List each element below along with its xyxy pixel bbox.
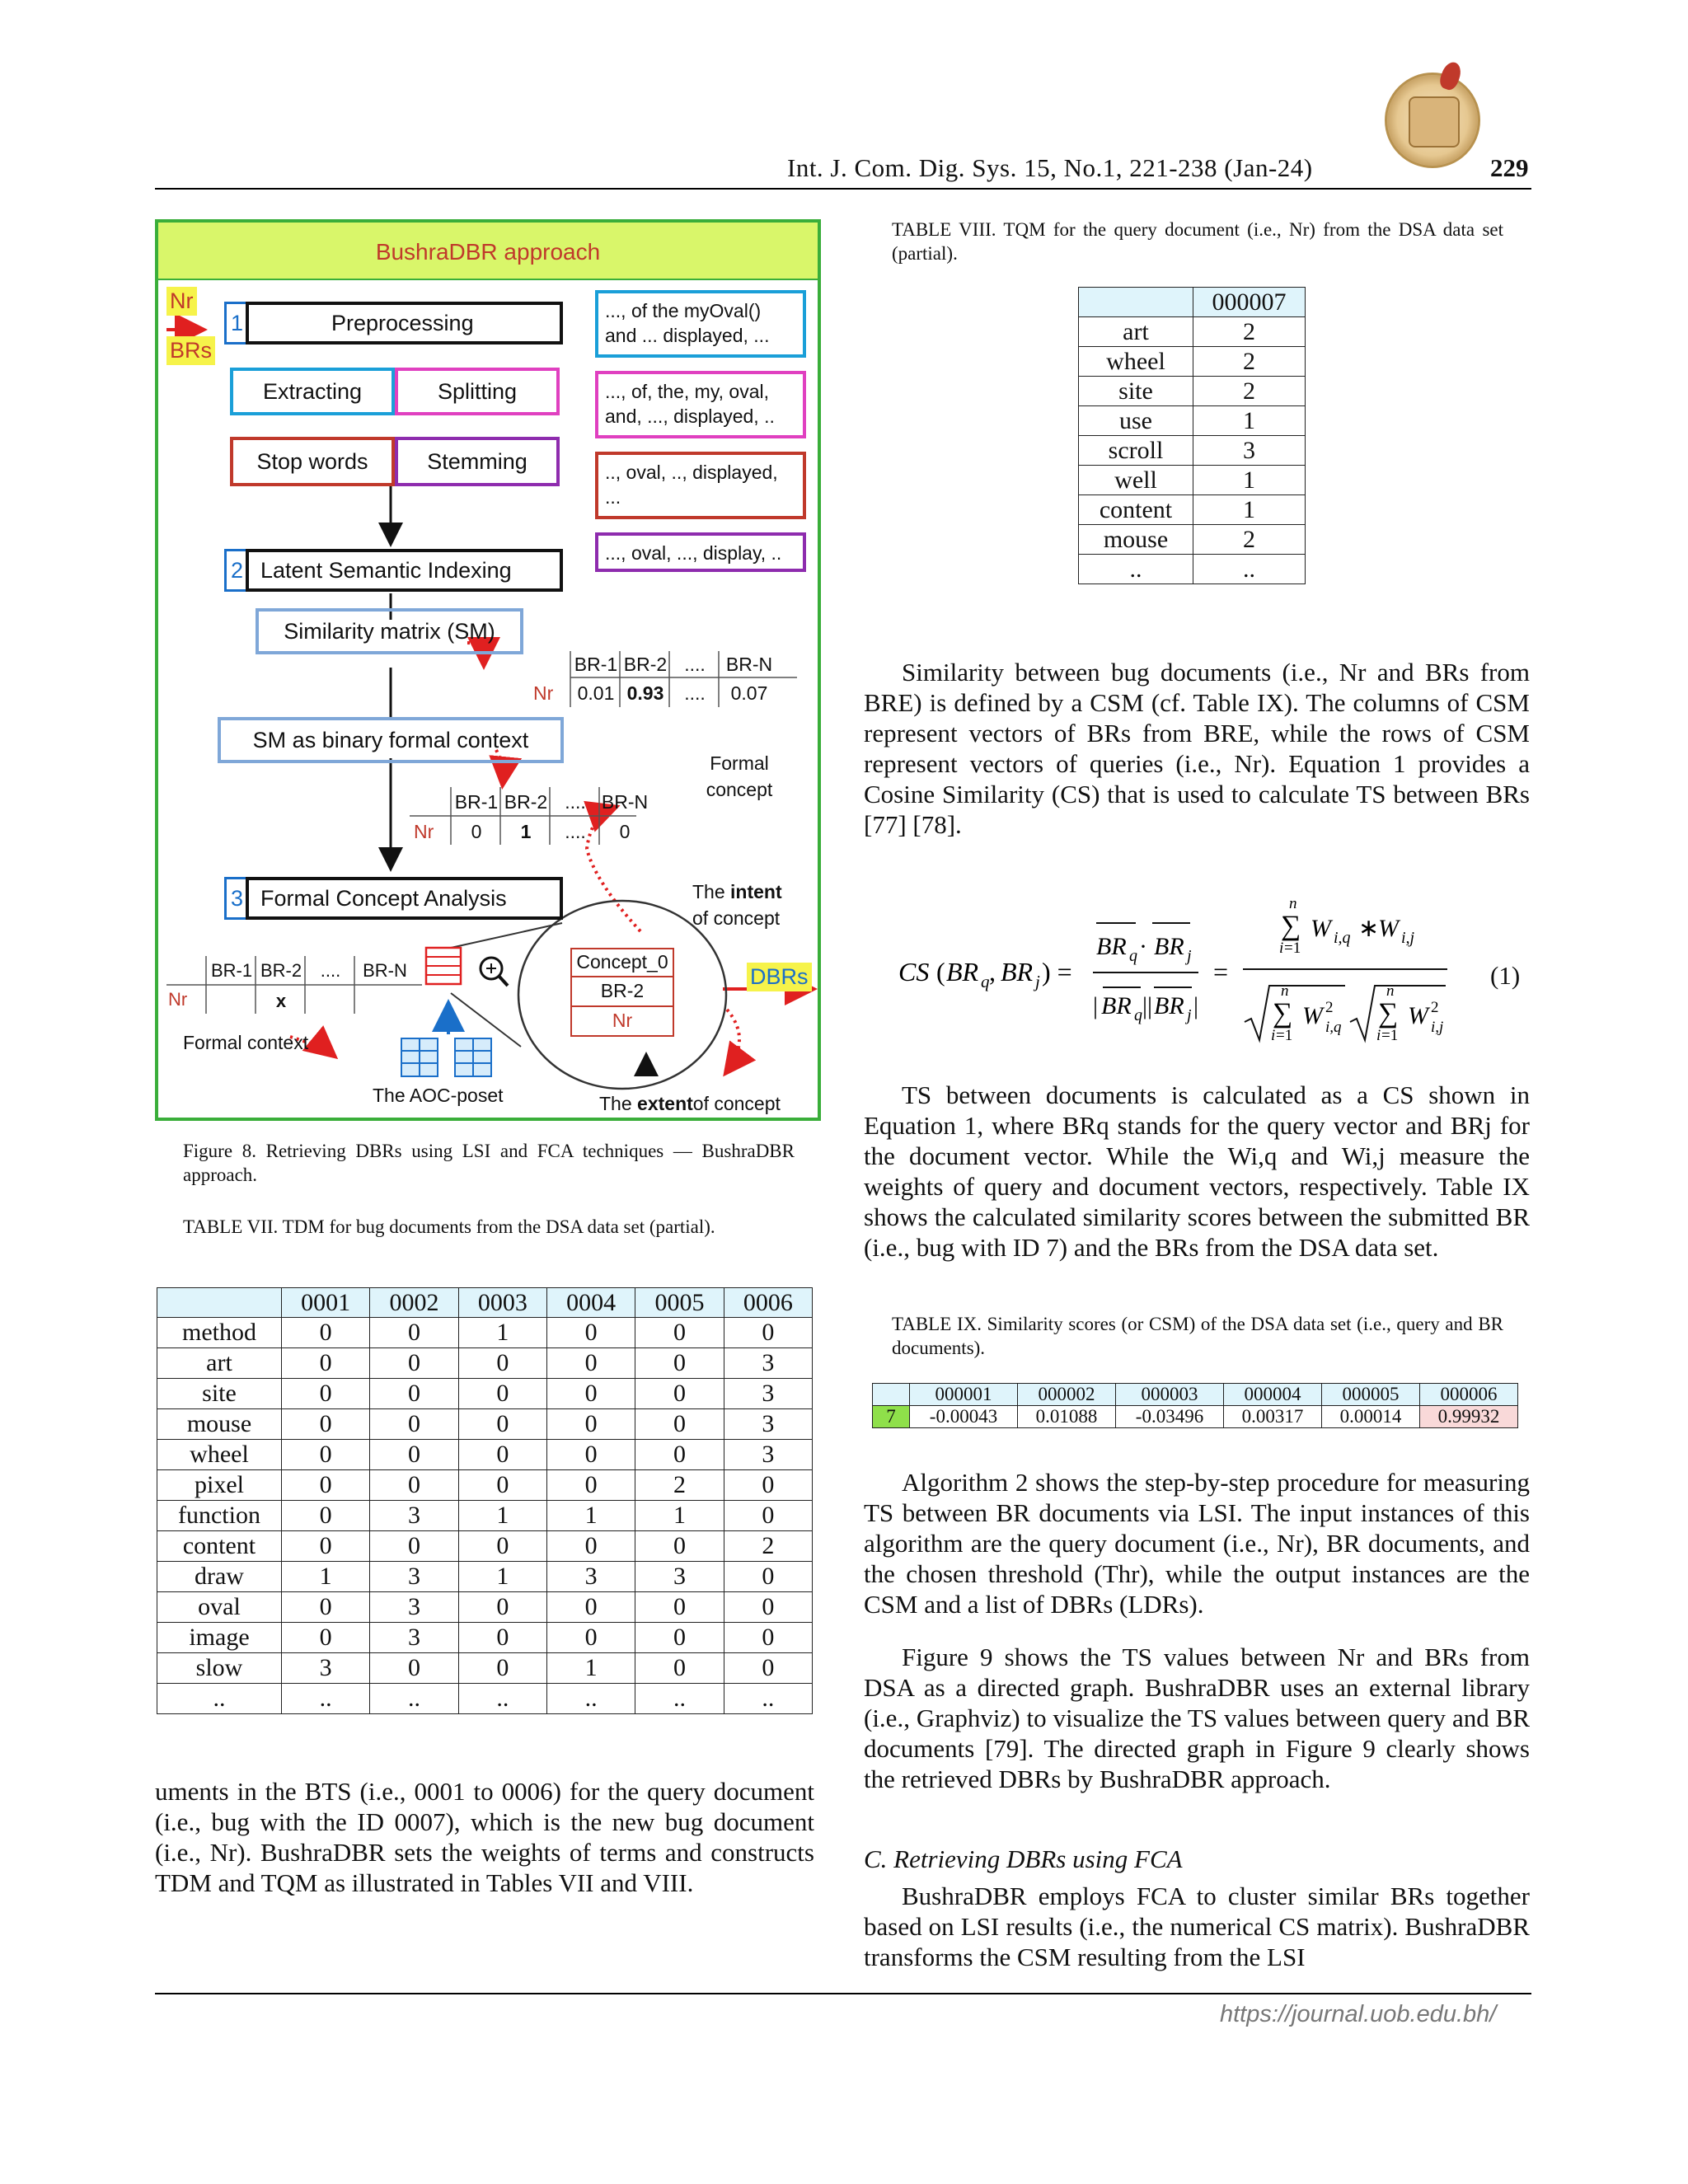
table-row	[157, 1409, 813, 1440]
row-label: 7	[873, 1406, 910, 1428]
column-header: 0001	[282, 1288, 370, 1318]
row-term: pixel	[157, 1470, 282, 1501]
table-cell: 0	[635, 1531, 724, 1562]
table-cell: 0	[370, 1379, 458, 1409]
column-header: 0004	[546, 1288, 635, 1318]
row-term: draw	[157, 1562, 282, 1592]
column-header: 0006	[724, 1288, 812, 1318]
left-column-paragraph: uments in the BTS (i.e., 0001 to 0006) for the query document (i.e., bug with the ID 0007), which is the new bug document (i.e., Nr). BushraDBR sets the weights of terms and constructs TDM and TQM as illustrated in Tables VII and VIII.	[155, 1777, 814, 1897]
table-cell: ..	[1193, 555, 1306, 584]
table-cell: 0	[635, 1440, 724, 1470]
table-cell: 0	[282, 1409, 370, 1440]
svg-text:i,q: i,q	[1334, 929, 1351, 947]
table-cell: 0	[458, 1653, 546, 1684]
svg-text:BR: BR	[1154, 933, 1184, 960]
svg-text:=: =	[1213, 957, 1229, 987]
equation-1	[864, 890, 1530, 1055]
bin-col: BR-1	[454, 791, 499, 813]
table-cell: 0	[546, 1531, 635, 1562]
table-cell: 3	[724, 1440, 812, 1470]
table-row	[157, 1470, 813, 1501]
table-cell: 0	[282, 1531, 370, 1562]
table-cell: 0	[282, 1470, 370, 1501]
splitting-box: Splitting	[395, 368, 560, 415]
row-term: ..	[1079, 555, 1193, 584]
table-cell: ..	[635, 1684, 724, 1714]
row-term: method	[157, 1318, 282, 1348]
page-number: 229	[1490, 153, 1529, 182]
dbrs-output: DBRs	[747, 963, 812, 991]
row-term: content	[1079, 495, 1193, 525]
svg-text:W: W	[1378, 915, 1399, 942]
table-cell: 1	[546, 1653, 635, 1684]
table-cell: 0	[546, 1470, 635, 1501]
paragraph-algorithm: Algorithm 2 shows the step-by-step procedure for measuring TS between BR documents via LSI. The input instances of this algorithm are the query document (i.e., Nr), BR documents, and the chosen threshold (Thr), while the output instances are the CSM and a list of DBRs (LDRs).	[864, 1468, 1530, 1619]
table-cell: 0	[724, 1653, 812, 1684]
svg-text:i: i	[1376, 1027, 1381, 1044]
table-row	[1079, 466, 1306, 495]
svg-text:) =: ) =	[1042, 957, 1072, 987]
figure-8	[155, 219, 821, 1121]
table-7-caption: TABLE VII. TDM for bug documents from the DSA data set (partial).	[183, 1216, 715, 1237]
fc-cell: x	[275, 991, 287, 1011]
table-cell: 0	[458, 1348, 546, 1379]
cosine-similarity-formula	[864, 890, 1530, 1055]
table-cell: 0	[458, 1440, 546, 1470]
row-term: wheel	[157, 1440, 282, 1470]
table-cell: 3	[370, 1623, 458, 1653]
table-row	[157, 1379, 813, 1409]
svg-text:BR: BR	[1101, 992, 1132, 1019]
table-cell: 0	[546, 1409, 635, 1440]
svg-text:j: j	[1187, 947, 1192, 965]
table-header-row	[873, 1384, 1518, 1406]
table-row	[157, 1623, 813, 1653]
table-cell: 0	[370, 1409, 458, 1440]
row-term: art	[157, 1348, 282, 1379]
row-term: mouse	[157, 1409, 282, 1440]
table-cell: 3	[370, 1592, 458, 1623]
table-cell: 0	[370, 1440, 458, 1470]
bin-cell: 0	[471, 821, 482, 842]
table-cell: 2	[635, 1470, 724, 1501]
paragraph-fca: BushraDBR employs FCA to cluster similar BRs together based on LSI results (i.e., the numerical CS matrix). BushraDBR transforms the CSM resulting from the LSI	[864, 1882, 1530, 1971]
column-header: 0005	[635, 1288, 724, 1318]
fc-col: BR-N	[363, 960, 407, 981]
table-cell: 2	[1193, 377, 1306, 406]
input-nr-label: Nr	[166, 287, 197, 316]
table-row	[1079, 317, 1306, 347]
table-cell: 0	[546, 1379, 635, 1409]
svg-text:∑: ∑	[1273, 998, 1293, 1029]
svg-text:i,q: i,q	[1325, 1019, 1342, 1036]
table-cell: 0	[282, 1623, 370, 1653]
table-cell: ..	[370, 1684, 458, 1714]
bin-col: ....	[565, 791, 586, 813]
svg-text:·: ·	[1139, 933, 1147, 960]
row-term: content	[157, 1531, 282, 1562]
svg-text:W: W	[1408, 1002, 1428, 1029]
bin-col: BR-2	[504, 791, 548, 813]
table-cell: -0.00043	[910, 1406, 1018, 1428]
table-row	[157, 1562, 813, 1592]
svg-text:q: q	[981, 972, 990, 991]
svg-text:BR: BR	[1001, 957, 1034, 987]
table-cell: 0.01088	[1018, 1406, 1116, 1428]
extracting-box: Extracting	[230, 368, 395, 415]
table-cell: 0	[282, 1318, 370, 1348]
svg-text:n: n	[1386, 982, 1395, 1000]
svg-text:∑: ∑	[1378, 998, 1399, 1029]
footer-url: https://journal.uob.edu.bh/	[1220, 2001, 1497, 2027]
table-cell: 0	[724, 1623, 812, 1653]
table-cell: 3	[724, 1379, 812, 1409]
table-cell: 0	[546, 1440, 635, 1470]
svg-text:2: 2	[1431, 999, 1439, 1016]
table-cell: 0	[282, 1440, 370, 1470]
table-cell: 0	[635, 1653, 724, 1684]
row-term: slow	[157, 1653, 282, 1684]
table-cell: 3	[724, 1348, 812, 1379]
column-header: 000003	[1116, 1384, 1224, 1406]
table-row	[1079, 525, 1306, 555]
table-cell: 1	[546, 1501, 635, 1531]
svg-text:|: |	[1193, 992, 1199, 1019]
table-8	[1078, 287, 1306, 584]
svg-text:,: ,	[989, 957, 996, 987]
extent-label: The extentof concept	[599, 1093, 781, 1114]
university-seal-logo	[1385, 73, 1480, 168]
footer-rule	[155, 1993, 1531, 1994]
table-cell: 0	[546, 1592, 635, 1623]
aoc-poset-label: The AOC-poset	[373, 1085, 504, 1106]
row-term: site	[1079, 377, 1193, 406]
step2-number: 2	[224, 549, 247, 592]
table-cell: ..	[282, 1684, 370, 1714]
equation-number: (1)	[1490, 961, 1521, 990]
table-cell-highlight: 0.99932	[1419, 1406, 1517, 1428]
row-term: image	[157, 1623, 282, 1653]
svg-text:i,j: i,j	[1431, 1019, 1444, 1036]
table-cell: 2	[1193, 525, 1306, 555]
svg-text:=1: =1	[1284, 940, 1301, 957]
paragraph-similarity: Similarity between bug documents (i.e., Nr and BRs from BRE) is defined by a CSM (cf. Table IX). The columns of CSM represent vectors of BRs from BRE, while the rows of CSM represent vectors of queries (i.e., Nr). Equation 1 provides a Cosine Similarity (CS) that is used to calculate TS between BRs [77] [78].	[864, 658, 1530, 839]
row-term: art	[1079, 317, 1193, 347]
table-cell: 0	[282, 1348, 370, 1379]
table-cell: 0	[282, 1379, 370, 1409]
table-cell: 0.00317	[1224, 1406, 1322, 1428]
column-header: 000004	[1224, 1384, 1322, 1406]
fc-row-nr: Nr	[168, 989, 188, 1010]
fc-col: ....	[320, 960, 341, 981]
bin-cell: ....	[565, 821, 586, 842]
table-cell: 0	[370, 1348, 458, 1379]
svg-text:i,j: i,j	[1401, 929, 1415, 947]
bin-col: BR-N	[601, 791, 649, 813]
table-header-row	[157, 1288, 813, 1318]
sm-cell: 0.01	[577, 682, 615, 704]
svg-text:∑: ∑	[1281, 911, 1301, 941]
row-term: site	[157, 1379, 282, 1409]
journal-header: Int. J. Com. Dig. Sys. 15, No.1, 221-238 (Jan-24)	[787, 153, 1313, 182]
table-cell: 0	[458, 1531, 546, 1562]
table-row	[1079, 406, 1306, 436]
table-cell: 3	[1193, 436, 1306, 466]
svg-text:n: n	[1281, 982, 1289, 1000]
intent-label: The intent of concept	[692, 881, 782, 929]
table-cell: 3	[635, 1562, 724, 1592]
table-8-caption: TABLE VIII. TQM for the query document (i.e., Nr) from the DSA data set (partial).	[892, 219, 1503, 264]
bin-row-nr: Nr	[414, 821, 434, 842]
binary-context-box: SM as binary formal context	[218, 717, 564, 763]
svg-text:CS: CS	[898, 957, 930, 987]
column-header: 0002	[370, 1288, 458, 1318]
column-header: 000002	[1018, 1384, 1116, 1406]
table-cell: 0	[724, 1501, 812, 1531]
table-cell: ..	[458, 1684, 546, 1714]
svg-text:|: |	[1093, 992, 1099, 1019]
row-term: ..	[157, 1684, 282, 1714]
sm-col-brn: BR-N	[725, 654, 773, 675]
svg-text:∗: ∗	[1358, 915, 1380, 942]
concept-extent-nr: Nr	[570, 1007, 674, 1037]
table-cell: 0	[458, 1470, 546, 1501]
svg-text:=1: =1	[1276, 1027, 1293, 1044]
column-header: 000001	[910, 1384, 1018, 1406]
figure-8-caption: Figure 8. Retrieving DBRs using LSI and FCA techniques — BushraDBR approach.	[183, 1141, 795, 1185]
table-cell: 0	[635, 1318, 724, 1348]
table-row	[1079, 555, 1306, 584]
table-cell: 0	[458, 1409, 546, 1440]
sm-cell: 0.07	[730, 682, 768, 704]
table-cell: 0	[282, 1501, 370, 1531]
table-cell: 0	[546, 1318, 635, 1348]
example-split-text: ..., of, the, my, oval, and, ..., displayed, ..	[595, 371, 806, 438]
svg-text:j: j	[1187, 1006, 1192, 1024]
column-header: 0003	[458, 1288, 546, 1318]
table-cell: 1	[282, 1562, 370, 1592]
paragraph-figure9: Figure 9 shows the TS values between Nr and BRs from DSA as a directed graph. BushraDBR uses an external library (i.e., Graphviz) to visualize the TS values between query and BR documents [79]. The directed graph in Figure 9 clearly shows the retrieved DBRs by BushraDBR approach.	[864, 1643, 1530, 1793]
bin-cell: 0	[619, 821, 631, 842]
table-cell: 1	[458, 1318, 546, 1348]
step1-preprocessing: Preprocessing	[246, 302, 563, 344]
table-cell: 1	[635, 1501, 724, 1531]
example-raw-text: ..., of the myOval() and ... displayed, ...	[595, 290, 806, 358]
section-heading: C. Retrieving DBRs using FCA	[864, 1844, 1183, 1873]
formal-context-label: Formal context	[183, 1032, 309, 1053]
table-9-caption: TABLE IX. Similarity scores (or CSM) of the DSA data set (i.e., query and BR documents).	[892, 1314, 1503, 1358]
table-cell: 1	[458, 1562, 546, 1592]
svg-text:n: n	[1289, 895, 1297, 912]
svg-text:=1: =1	[1381, 1027, 1399, 1044]
table-cell: 1	[458, 1501, 546, 1531]
table-row	[873, 1406, 1518, 1428]
table-row	[1079, 347, 1306, 377]
table-cell: 0	[458, 1623, 546, 1653]
table-cell: 0	[724, 1318, 812, 1348]
similarity-matrix-box: Similarity matrix (SM)	[256, 608, 523, 654]
table-cell: 0	[635, 1409, 724, 1440]
svg-text:(: (	[936, 957, 945, 987]
table-cell: 1	[1193, 495, 1306, 525]
table-cell: 0	[546, 1348, 635, 1379]
svg-text:2: 2	[1325, 999, 1334, 1016]
table-cell: 0	[282, 1592, 370, 1623]
concept-name: Concept_0	[570, 948, 674, 977]
sm-row-nr: Nr	[533, 682, 554, 704]
row-term: use	[1079, 406, 1193, 436]
table-cell: 0	[458, 1379, 546, 1409]
fc-col: BR-2	[260, 960, 302, 981]
row-term: well	[1079, 466, 1193, 495]
table-row	[1079, 495, 1306, 525]
row-term: function	[157, 1501, 282, 1531]
figure-title: BushraDBR approach	[375, 239, 601, 265]
table-cell: 0	[635, 1348, 724, 1379]
table-cell: -0.03496	[1116, 1406, 1224, 1428]
svg-text:||: ||	[1142, 992, 1153, 1019]
sm-cell: 0.93	[626, 682, 664, 704]
table-cell: ..	[546, 1684, 635, 1714]
bin-cell: 1	[520, 821, 532, 842]
svg-text:i: i	[1279, 940, 1284, 957]
table-cell: 0	[724, 1592, 812, 1623]
svg-text:j: j	[1035, 972, 1040, 991]
svg-text:i: i	[1271, 1027, 1276, 1044]
svg-text:BR: BR	[946, 957, 979, 987]
step3-number: 3	[224, 877, 247, 920]
table-cell: 3	[546, 1562, 635, 1592]
header-rule	[155, 188, 1531, 190]
example-stopwords-text: .., oval, .., displayed, ...	[595, 452, 806, 519]
formal-concept-label: Formal concept	[706, 752, 773, 800]
svg-text:W: W	[1302, 1002, 1323, 1029]
table-cell: 3	[724, 1409, 812, 1440]
table-row	[157, 1318, 813, 1348]
step3-fca: Formal Concept Analysis	[246, 877, 563, 920]
table-cell: ..	[724, 1684, 812, 1714]
table-cell: 3	[370, 1562, 458, 1592]
table-row	[1079, 377, 1306, 406]
step1-number: 1	[224, 302, 247, 344]
table-cell: 0	[458, 1592, 546, 1623]
column-header: 000006	[1419, 1384, 1517, 1406]
svg-text:W: W	[1311, 915, 1331, 942]
table-cell: 0	[370, 1653, 458, 1684]
table-row	[157, 1684, 813, 1714]
table-header-row	[1079, 288, 1306, 317]
column-header: 000005	[1322, 1384, 1420, 1406]
table-cell: 0	[724, 1562, 812, 1592]
table-row	[157, 1592, 813, 1623]
table-cell: 2	[1193, 317, 1306, 347]
table-cell: 0	[635, 1623, 724, 1653]
table-cell: 0	[546, 1623, 635, 1653]
table-cell: 0	[370, 1318, 458, 1348]
table-row	[1079, 436, 1306, 466]
row-term: wheel	[1079, 347, 1193, 377]
table-row	[157, 1440, 813, 1470]
table-cell: 0	[635, 1592, 724, 1623]
table-cell: 0.00014	[1322, 1406, 1420, 1428]
table-cell: 2	[1193, 347, 1306, 377]
table-row	[157, 1501, 813, 1531]
table-cell: 0	[635, 1379, 724, 1409]
table-row	[157, 1531, 813, 1562]
sm-col-dots: ....	[684, 654, 706, 675]
table-row	[157, 1653, 813, 1684]
table-7	[157, 1287, 813, 1714]
sm-cell: ....	[684, 682, 706, 704]
svg-text:BR: BR	[1096, 933, 1127, 960]
input-brs-label: BRs	[166, 336, 215, 365]
svg-text:q: q	[1134, 1006, 1142, 1024]
table-9	[872, 1383, 1518, 1428]
table-cell: 3	[282, 1653, 370, 1684]
stop-words-box: Stop words	[230, 437, 395, 486]
column-header: 000007	[1193, 288, 1306, 317]
sm-col-br2: BR-2	[623, 654, 668, 675]
row-term: scroll	[1079, 436, 1193, 466]
table-cell: 0	[724, 1470, 812, 1501]
table-cell: 1	[1193, 406, 1306, 436]
example-stemmed-text: ..., oval, ..., display, ..	[595, 532, 806, 572]
sm-col-br1: BR-1	[574, 654, 618, 675]
svg-text:q: q	[1129, 947, 1137, 965]
table-cell: 0	[370, 1470, 458, 1501]
svg-text:BR: BR	[1154, 992, 1184, 1019]
table-cell: 3	[370, 1501, 458, 1531]
table-cell: 2	[724, 1531, 812, 1562]
row-term: mouse	[1079, 525, 1193, 555]
table-cell: 1	[1193, 466, 1306, 495]
fc-col: BR-1	[210, 960, 253, 981]
step2-lsi: Latent Semantic Indexing	[246, 549, 563, 592]
concept-intent-br2: BR-2	[570, 977, 674, 1007]
table-cell: 0	[370, 1531, 458, 1562]
row-term: oval	[157, 1592, 282, 1623]
paragraph-ts: TS between documents is calculated as a CS shown in Equation 1, where BRq stands for the query vector and BRj for the document vector. While the Wi,q and Wi,j measure the weights of query and document vectors, respectively. Table IX shows the calculated similarity scores between the submitted BR (i.e., bug with ID 7) and the BRs from the DSA data set.	[864, 1080, 1530, 1262]
stemming-box: Stemming	[395, 437, 560, 486]
table-row	[157, 1348, 813, 1379]
